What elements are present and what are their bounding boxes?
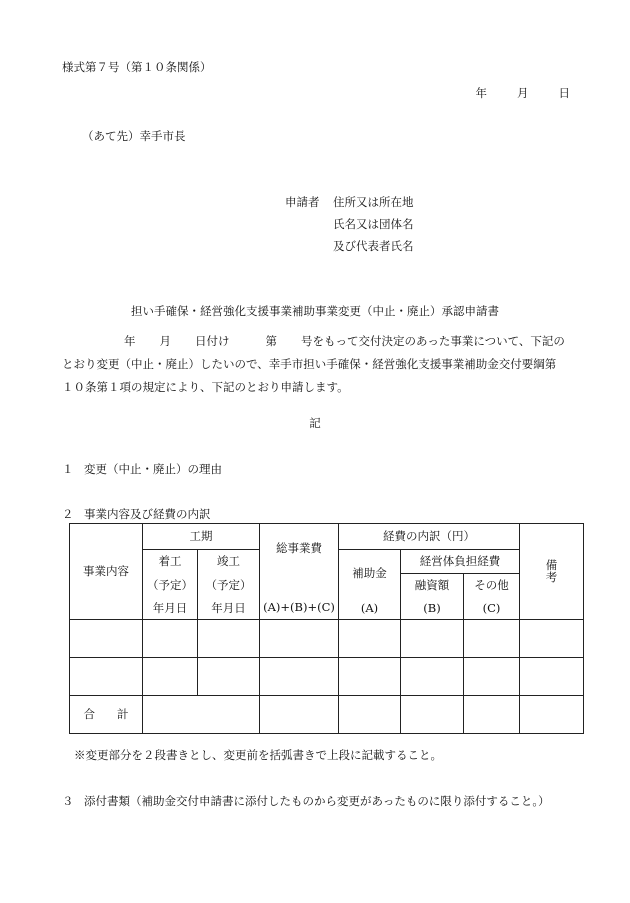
total-char-2: 計 xyxy=(117,706,129,721)
bikou-char-1: 備 xyxy=(545,558,558,572)
header-keiei-futan: 経営体負担経費 xyxy=(401,550,520,574)
section-1-text: 変更（中止・廃止）の理由 xyxy=(84,462,222,476)
document-title: 担い手確保・経営強化支援事業補助事業変更（中止・廃止）承認申請書 xyxy=(131,304,499,318)
header-shunko: 竣工 xyxy=(198,550,260,574)
applicant-representative: 及び代表者氏名 xyxy=(333,239,414,253)
section-3-num: ３ xyxy=(62,794,74,808)
body-line1-rest: 号をもって交付決定のあった事業について、下記の xyxy=(301,334,565,348)
total-label xyxy=(70,696,143,734)
date-year: 年 xyxy=(475,86,487,100)
body-line3: １０条第１項の規定により、下記のとおり申請します。 xyxy=(62,380,349,394)
header-sonota: その他 xyxy=(464,574,520,598)
header-bikou xyxy=(520,524,584,620)
section-1 xyxy=(62,464,222,476)
applicant-name: 氏名又は団体名 xyxy=(333,217,414,231)
date-day: 日 xyxy=(558,86,570,100)
body-year: 年 xyxy=(124,334,136,348)
expense-table xyxy=(69,523,584,734)
header-hojokin: 補助金 xyxy=(339,550,401,598)
total-row xyxy=(70,696,584,734)
body-text xyxy=(62,330,582,399)
applicant-label: 申請者 xyxy=(285,195,320,209)
section-1-num: １ xyxy=(62,462,74,476)
date-line xyxy=(446,88,571,100)
form-number: 様式第７号（第１０条関係） xyxy=(62,60,212,74)
date-month: 月 xyxy=(517,86,529,100)
header-kouki: 工期 xyxy=(143,524,260,550)
header-yuushigaku-b: (B) xyxy=(401,598,464,620)
body-line2: とおり変更（中止・廃止）したいので、幸手市担い手確保・経営強化支援事業補助金交付要綱第 xyxy=(62,357,557,371)
header-sou-jigyouhi: 総事業費 xyxy=(260,524,339,574)
header-jigyou-naiyou: 事業内容 xyxy=(70,524,143,620)
header-keihi-uchiwake: 経費の内訳（円） xyxy=(339,524,520,550)
header-shunko-date: 年月日 xyxy=(198,598,260,620)
table-note: ※変更部分を２段書きとし、変更前を括弧書きで上段に記載すること。 xyxy=(74,748,442,762)
header-hojokin-a: (A) xyxy=(339,598,401,620)
addressee: （あて先）幸手市長 xyxy=(82,129,186,143)
header-chakko-yotei: （予定） xyxy=(143,574,198,598)
header-sou-formula: (A)+(B)+(C) xyxy=(260,574,339,620)
bikou-char-2: 考 xyxy=(545,569,558,584)
section-2-num: ２ xyxy=(62,507,74,521)
header-sonota-c: (C) xyxy=(464,598,520,620)
header-chakko-date: 年月日 xyxy=(143,598,198,620)
applicant-block xyxy=(285,197,414,263)
body-no-prefix: 第 xyxy=(265,334,277,348)
header-yuushigaku: 融資額 xyxy=(401,574,464,598)
ki-heading: 記 xyxy=(309,416,321,430)
total-char-1: 合 xyxy=(83,706,95,721)
table-row xyxy=(70,658,584,696)
table-row xyxy=(70,620,584,658)
header-chakko: 着工 xyxy=(143,550,198,574)
section-3 xyxy=(62,796,550,808)
body-dated: 日付け xyxy=(195,334,230,348)
section-3-text: 添付書類（補助金交付申請書に添付したものから変更があったものに限り添付すること。） xyxy=(84,794,550,808)
section-2 xyxy=(62,509,211,521)
header-shunko-yotei: （予定） xyxy=(198,574,260,598)
body-month: 月 xyxy=(159,334,171,348)
applicant-address: 住所又は所在地 xyxy=(333,195,414,209)
section-2-text: 事業内容及び経費の内訳 xyxy=(84,507,211,521)
